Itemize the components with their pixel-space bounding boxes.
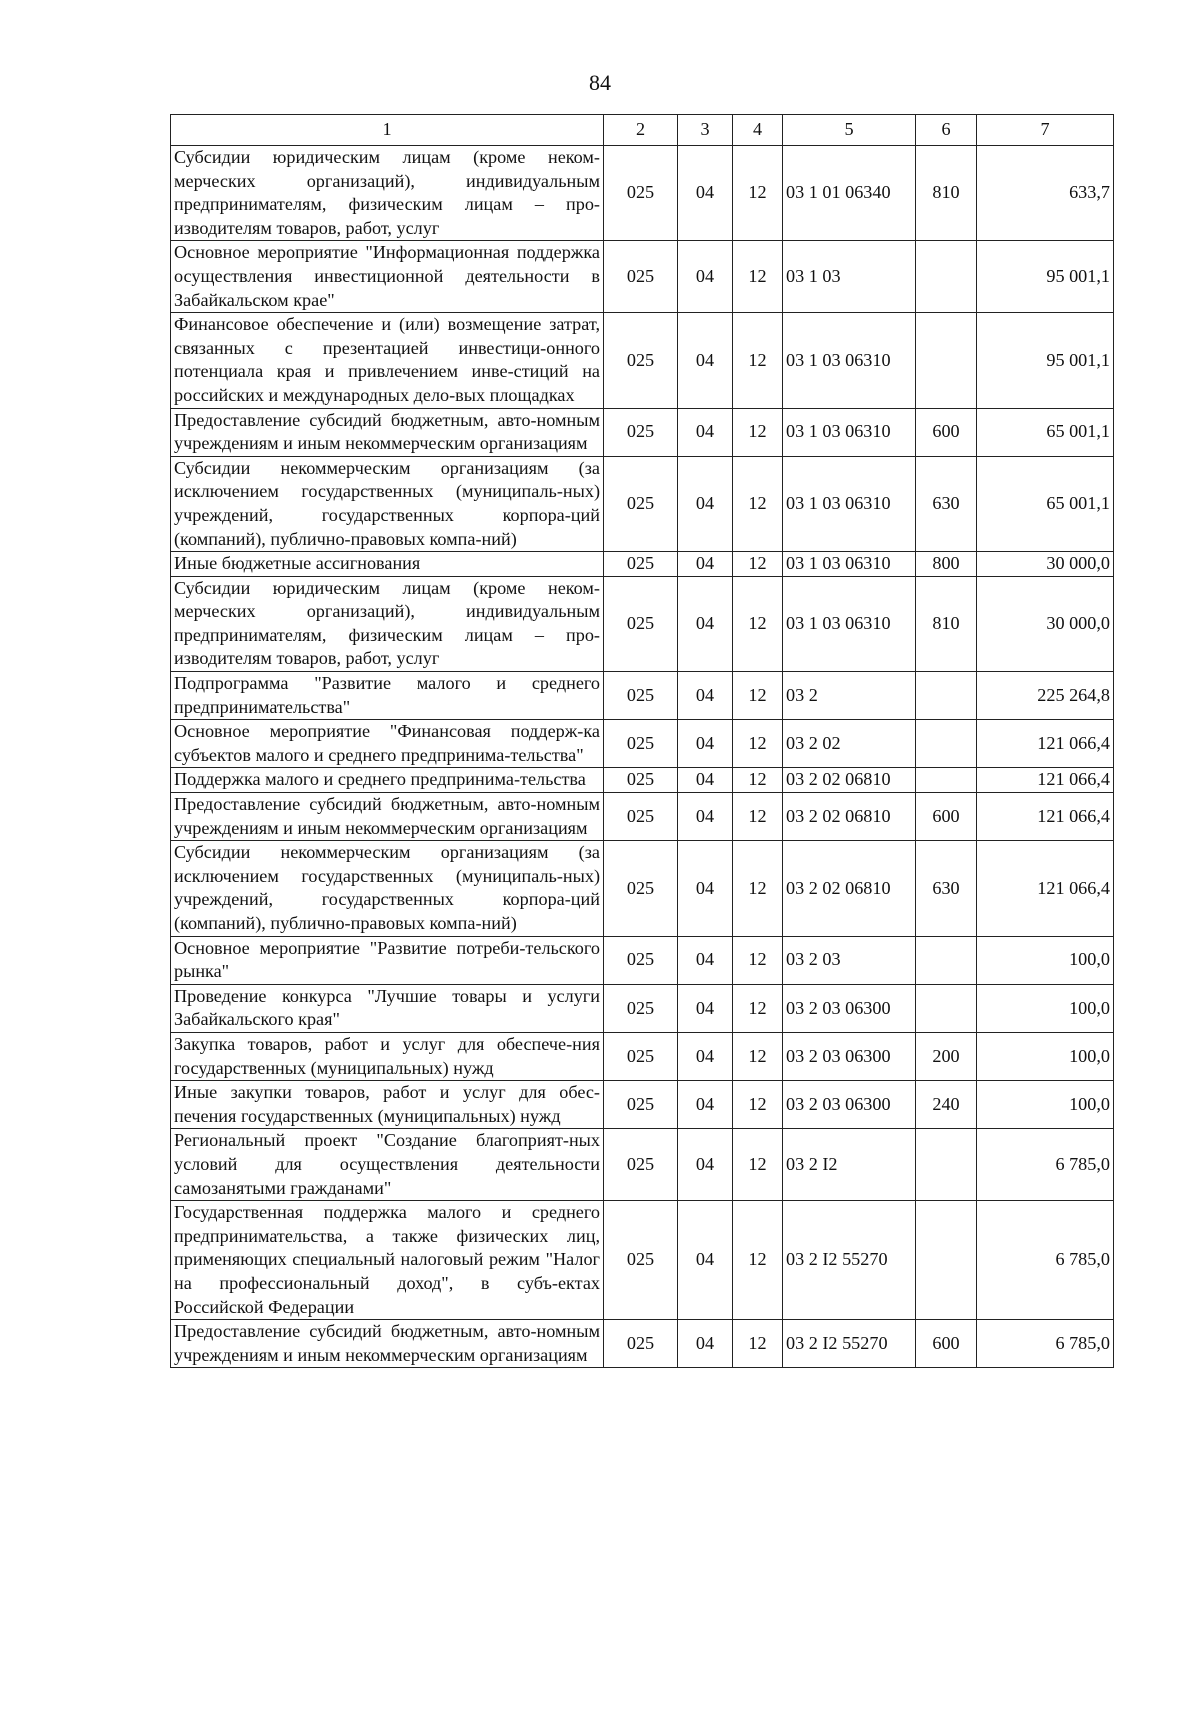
- row-col6-cell: 810: [916, 146, 977, 241]
- row-name-cell: Предоставление субсидий бюджетным, авто-номным учреждениям и иным некоммерческим организациям: [171, 793, 604, 841]
- row-name-cell: Основное мероприятие "Развитие потреби-тельского рынка": [171, 936, 604, 984]
- row-col6-cell: [916, 1201, 977, 1320]
- row-col4-cell: 12: [733, 146, 783, 241]
- row-col4-cell: 12: [733, 720, 783, 768]
- row-code-cell: 03 2 I2 55270: [783, 1201, 916, 1320]
- table-row: [171, 456, 1114, 551]
- row-col2-cell: 025: [604, 1320, 678, 1368]
- row-code-cell: 03 2 02 06810: [783, 768, 916, 793]
- table-row: [171, 768, 1114, 793]
- row-amount-cell: 121 066,4: [977, 793, 1114, 841]
- row-amount-cell: 633,7: [977, 146, 1114, 241]
- table-row: [171, 576, 1114, 671]
- row-col3-cell: 04: [678, 146, 733, 241]
- row-col3-cell: 04: [678, 984, 733, 1032]
- row-amount-cell: 6 785,0: [977, 1129, 1114, 1201]
- row-amount-cell: 65 001,1: [977, 408, 1114, 456]
- row-col4-cell: 12: [733, 1129, 783, 1201]
- row-col3-cell: 04: [678, 552, 733, 577]
- row-code-cell: 03 1 03 06310: [783, 313, 916, 408]
- table-row: [171, 720, 1114, 768]
- table-row: [171, 841, 1114, 936]
- row-amount-cell: 100,0: [977, 1081, 1114, 1129]
- row-code-cell: 03 2 02 06810: [783, 841, 916, 936]
- table-row: [171, 313, 1114, 408]
- row-col3-cell: 04: [678, 408, 733, 456]
- row-code-cell: 03 2 03 06300: [783, 1032, 916, 1080]
- column-header-7: 7: [977, 115, 1114, 146]
- table-row: [171, 1032, 1114, 1080]
- table-row: [171, 241, 1114, 313]
- row-amount-cell: 121 066,4: [977, 720, 1114, 768]
- row-code-cell: 03 2 03: [783, 936, 916, 984]
- table-row: [171, 936, 1114, 984]
- row-name-cell: Предоставление субсидий бюджетным, авто-номным учреждениям и иным некоммерческим организациям: [171, 408, 604, 456]
- row-col2-cell: 025: [604, 1201, 678, 1320]
- row-code-cell: 03 1 03 06310: [783, 408, 916, 456]
- row-col2-cell: 025: [604, 672, 678, 720]
- row-col3-cell: 04: [678, 936, 733, 984]
- row-col6-cell: [916, 241, 977, 313]
- row-col3-cell: 04: [678, 313, 733, 408]
- row-col2-cell: 025: [604, 408, 678, 456]
- row-col6-cell: [916, 936, 977, 984]
- row-col2-cell: 025: [604, 720, 678, 768]
- row-col6-cell: 800: [916, 552, 977, 577]
- row-code-cell: 03 1 03 06310: [783, 576, 916, 671]
- row-code-cell: 03 2: [783, 672, 916, 720]
- row-col4-cell: 12: [733, 241, 783, 313]
- row-col3-cell: 04: [678, 672, 733, 720]
- row-col3-cell: 04: [678, 1032, 733, 1080]
- row-col2-cell: 025: [604, 576, 678, 671]
- row-amount-cell: 6 785,0: [977, 1201, 1114, 1320]
- row-amount-cell: 100,0: [977, 1032, 1114, 1080]
- row-code-cell: 03 2 03 06300: [783, 984, 916, 1032]
- row-col6-cell: [916, 672, 977, 720]
- row-amount-cell: 65 001,1: [977, 456, 1114, 551]
- row-col3-cell: 04: [678, 720, 733, 768]
- row-amount-cell: 121 066,4: [977, 768, 1114, 793]
- table-row: [171, 672, 1114, 720]
- row-code-cell: 03 2 I2 55270: [783, 1320, 916, 1368]
- row-code-cell: 03 2 02 06810: [783, 793, 916, 841]
- table-row: [171, 1129, 1114, 1201]
- column-header-4: 4: [733, 115, 783, 146]
- row-name-cell: Региональный проект "Создание благоприят-ных условий для осуществления деятельности самозанятыми гражданами": [171, 1129, 604, 1201]
- row-col4-cell: 12: [733, 841, 783, 936]
- column-header-3: 3: [678, 115, 733, 146]
- row-col2-cell: 025: [604, 841, 678, 936]
- row-col2-cell: 025: [604, 936, 678, 984]
- row-col3-cell: 04: [678, 1081, 733, 1129]
- row-col4-cell: 12: [733, 456, 783, 551]
- row-col2-cell: 025: [604, 241, 678, 313]
- row-amount-cell: 100,0: [977, 936, 1114, 984]
- row-name-cell: Субсидии некоммерческим организациям (за исключением государственных (муниципаль-ных) учреждений, государственных корпора-ций (компаний), публично-правовых компа-ний): [171, 841, 604, 936]
- table-row: [171, 1081, 1114, 1129]
- row-col4-cell: 12: [733, 576, 783, 671]
- row-col6-cell: 600: [916, 793, 977, 841]
- row-amount-cell: 100,0: [977, 984, 1114, 1032]
- row-col4-cell: 12: [733, 1032, 783, 1080]
- row-col2-cell: 025: [604, 768, 678, 793]
- table-row: [171, 408, 1114, 456]
- table-row: [171, 1320, 1114, 1368]
- row-col6-cell: 600: [916, 408, 977, 456]
- row-col4-cell: 12: [733, 313, 783, 408]
- row-code-cell: 03 1 01 06340: [783, 146, 916, 241]
- row-col2-cell: 025: [604, 984, 678, 1032]
- row-col4-cell: 12: [733, 1081, 783, 1129]
- row-amount-cell: 95 001,1: [977, 313, 1114, 408]
- row-col3-cell: 04: [678, 841, 733, 936]
- row-name-cell: Субсидии юридическим лицам (кроме неком-мерческих организаций), индивидуальным предпринимателям, физическим лицам – про-изводителям товаров, работ, услуг: [171, 576, 604, 671]
- row-name-cell: Основное мероприятие "Информационная поддержка осуществления инвестиционной деятельности в Забайкальском крае": [171, 241, 604, 313]
- row-name-cell: Основное мероприятие "Финансовая поддерж-ка субъектов малого и среднего предпринима-тельства": [171, 720, 604, 768]
- budget-table: [170, 114, 1114, 1368]
- row-col3-cell: 04: [678, 768, 733, 793]
- row-col3-cell: 04: [678, 576, 733, 671]
- row-name-cell: Иные бюджетные ассигнования: [171, 552, 604, 577]
- row-col2-cell: 025: [604, 1129, 678, 1201]
- row-amount-cell: 95 001,1: [977, 241, 1114, 313]
- row-col2-cell: 025: [604, 1032, 678, 1080]
- row-col4-cell: 12: [733, 936, 783, 984]
- row-col6-cell: [916, 984, 977, 1032]
- row-col6-cell: [916, 720, 977, 768]
- row-code-cell: 03 2 I2: [783, 1129, 916, 1201]
- column-header-2: 2: [604, 115, 678, 146]
- row-col2-cell: 025: [604, 313, 678, 408]
- row-col2-cell: 025: [604, 456, 678, 551]
- page-number: 84: [589, 70, 611, 95]
- row-col6-cell: 630: [916, 456, 977, 551]
- row-col4-cell: 12: [733, 672, 783, 720]
- row-code-cell: 03 2 02: [783, 720, 916, 768]
- row-name-cell: Финансовое обеспечение и (или) возмещение затрат, связанных с презентацией инвестици-онного потенциала края и привлечением инве-стиций на российских и международных дело-вых площадках: [171, 313, 604, 408]
- row-name-cell: Поддержка малого и среднего предпринима-тельства: [171, 768, 604, 793]
- row-col4-cell: 12: [733, 408, 783, 456]
- row-col3-cell: 04: [678, 1320, 733, 1368]
- row-col6-cell: [916, 1129, 977, 1201]
- row-col3-cell: 04: [678, 1129, 733, 1201]
- table-body: [171, 146, 1114, 1368]
- row-col6-cell: 200: [916, 1032, 977, 1080]
- row-col3-cell: 04: [678, 1201, 733, 1320]
- row-col2-cell: 025: [604, 146, 678, 241]
- row-amount-cell: 121 066,4: [977, 841, 1114, 936]
- row-col2-cell: 025: [604, 793, 678, 841]
- row-col6-cell: 630: [916, 841, 977, 936]
- row-col4-cell: 12: [733, 1320, 783, 1368]
- row-amount-cell: 225 264,8: [977, 672, 1114, 720]
- row-name-cell: Государственная поддержка малого и среднего предпринимательства, а также физических лиц, применяющих специальный налоговый режим "Налог на профессиональный доход", в субъ-ектах Российской Федерации: [171, 1201, 604, 1320]
- header-row: [171, 115, 1114, 146]
- row-col4-cell: 12: [733, 793, 783, 841]
- column-header-1: 1: [171, 115, 604, 146]
- row-col3-cell: 04: [678, 456, 733, 551]
- row-col4-cell: 12: [733, 984, 783, 1032]
- table-row: [171, 793, 1114, 841]
- row-name-cell: Субсидии юридическим лицам (кроме неком-мерческих организаций), индивидуальным предпринимателям, физическим лицам – про-изводителям товаров, работ, услуг: [171, 146, 604, 241]
- row-name-cell: Субсидии некоммерческим организациям (за исключением государственных (муниципаль-ных) учреждений, государственных корпора-ций (компаний), публично-правовых компа-ний): [171, 456, 604, 551]
- table-row: [171, 146, 1114, 241]
- row-col6-cell: [916, 768, 977, 793]
- row-amount-cell: 30 000,0: [977, 552, 1114, 577]
- column-header-5: 5: [783, 115, 916, 146]
- row-name-cell: Проведение конкурса "Лучшие товары и услуги Забайкальского края": [171, 984, 604, 1032]
- table-row: [171, 984, 1114, 1032]
- row-name-cell: Предоставление субсидий бюджетным, авто-номным учреждениям и иным некоммерческим организациям: [171, 1320, 604, 1368]
- row-col6-cell: 810: [916, 576, 977, 671]
- table-row: [171, 1201, 1114, 1320]
- row-col3-cell: 04: [678, 241, 733, 313]
- row-col4-cell: 12: [733, 1201, 783, 1320]
- row-code-cell: 03 1 03 06310: [783, 456, 916, 551]
- row-amount-cell: 30 000,0: [977, 576, 1114, 671]
- row-col3-cell: 04: [678, 793, 733, 841]
- row-code-cell: 03 1 03 06310: [783, 552, 916, 577]
- row-col6-cell: 600: [916, 1320, 977, 1368]
- row-col6-cell: 240: [916, 1081, 977, 1129]
- row-code-cell: 03 1 03: [783, 241, 916, 313]
- row-col4-cell: 12: [733, 768, 783, 793]
- row-col4-cell: 12: [733, 552, 783, 577]
- row-col2-cell: 025: [604, 1081, 678, 1129]
- row-name-cell: Иные закупки товаров, работ и услуг для обес-печения государственных (муниципальных) нужд: [171, 1081, 604, 1129]
- row-code-cell: 03 2 03 06300: [783, 1081, 916, 1129]
- column-header-6: 6: [916, 115, 977, 146]
- row-col2-cell: 025: [604, 552, 678, 577]
- row-amount-cell: 6 785,0: [977, 1320, 1114, 1368]
- row-name-cell: Закупка товаров, работ и услуг для обеспече-ния государственных (муниципальных) нужд: [171, 1032, 604, 1080]
- row-col6-cell: [916, 313, 977, 408]
- row-name-cell: Подпрограмма "Развитие малого и среднего предпринимательства": [171, 672, 604, 720]
- table-row: [171, 552, 1114, 577]
